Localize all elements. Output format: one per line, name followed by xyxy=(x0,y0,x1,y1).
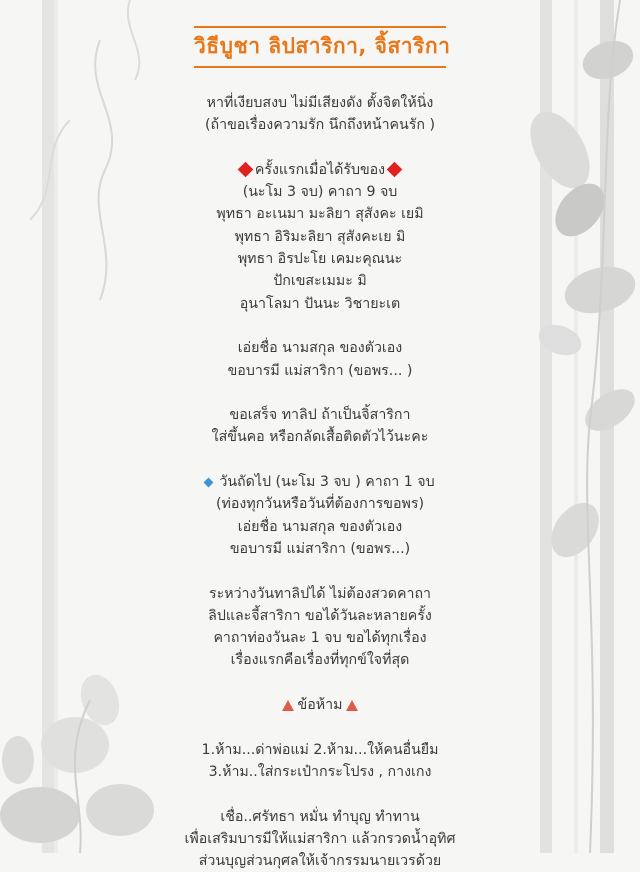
spacer xyxy=(140,449,500,471)
text-line: ลิปและจี้สาริกา ขอได้วันละหลายครั้ง xyxy=(208,607,432,624)
text-line: เรื่องแรกคือเรื่องที่ทุกข์ใจที่สุด xyxy=(230,652,410,669)
prohibitions-heading-text: ข้อห้าม xyxy=(297,697,343,714)
text-line: หาที่เงียบสงบ ไม่มีเสียงดัง ตั้งจิตให้นิ่ง xyxy=(206,95,434,111)
prohibition-line: 3.ห้าม..ใส่กระเป๋ากระโปรง , กางเกง xyxy=(208,763,432,780)
text-line: (ถ้าขอเรื่องความรัก นึกถึงหน้าคนรัก ) xyxy=(205,117,435,134)
text-line: เพื่อเสริมบารมีให้แม่สาริกา แล้วกรวดน้ำอุทิศ xyxy=(184,830,456,847)
chant-line: พุทธา อิริมะลิยา สุสังคะเย มิ xyxy=(234,228,406,245)
first-time-heading xyxy=(140,159,500,181)
text-line: (นะโม 3 จบ) คาถา 9 จบ xyxy=(242,184,398,201)
prohibitions-heading xyxy=(140,694,500,716)
red-diamond-icon xyxy=(387,162,403,178)
next-day-heading xyxy=(140,471,500,493)
chant-line: ปักเขสะเมมะ มิ xyxy=(273,273,367,290)
red-diamond-icon xyxy=(238,162,254,178)
body-text xyxy=(140,92,500,872)
title-block xyxy=(194,30,451,63)
blue-diamond-icon xyxy=(204,477,214,487)
chant-line: พุทธา อิรปะโย เคมะคุณนะ xyxy=(237,251,403,268)
chant-line: อุนาโลมา ปันนะ วิชายะเต xyxy=(239,295,401,312)
text-line: ขอเสร็จ ทาลิป ถ้าเป็นจิ้สาริกา xyxy=(229,407,411,424)
next-day-heading-text: วันถัดไป (นะโม 3 จบ ) คาถา 1 จบ xyxy=(219,474,435,491)
prohibition-line: 1.ห้าม...ด่าพ่อแม่ 2.ห้าม...ให้คนอื่นยืม xyxy=(201,741,439,758)
text-line: คาถาท่องวันละ 1 จบ ขอได้ทุกเรื่อง xyxy=(213,630,427,647)
spacer xyxy=(140,382,500,404)
first-time-heading-text: ครั้งแรกเมื่อได้รับของ xyxy=(254,161,386,178)
spacer xyxy=(140,672,500,694)
spacer xyxy=(140,137,500,159)
text-line: ใส่ขึ้นคอ หรือกลัดเสื้อติดตัวไว้นะคะ xyxy=(211,429,429,446)
title-bottom-rule xyxy=(194,66,446,68)
text-line: ส่วนบุญส่วนกุศลให้เจ้ากรรมนายเวรด้วย xyxy=(198,853,442,870)
red-triangle-icon xyxy=(282,700,294,711)
text-line: ขอบารมี แม่สาริกา (ขอพร... ) xyxy=(227,362,413,379)
text-line: เอ่ยชื่อ นามสกุล ของตัวเอง xyxy=(237,340,403,357)
spacer xyxy=(140,716,500,738)
spacer xyxy=(140,783,500,805)
text-line: เชื่อ..ศรัทธา หมั่น ทำบุญ ทำทาน xyxy=(220,808,420,825)
text-line: (ท่องทุกวันหรือวันที่ต้องการขอพร) xyxy=(215,496,425,513)
text-line: ขอบารมี แม่สาริกา (ขอพร...) xyxy=(229,540,411,557)
title-top-rule xyxy=(194,26,446,28)
text-line: เอ่ยชื่อ นามสกุล ของตัวเอง xyxy=(237,518,403,535)
spacer xyxy=(140,560,500,582)
spacer xyxy=(140,315,500,337)
text-line: ระหว่างวันทาลิปได้ ไม่ต้องสวดคาถา xyxy=(209,585,431,602)
page-title: วิธีบูชา ลิปสาริกา, จิ้สาริกา xyxy=(194,34,451,58)
chant-line: พุทธา อะเนมา มะลิยา สุสังคะ เยมิ xyxy=(216,206,424,223)
red-triangle-icon xyxy=(346,700,358,711)
